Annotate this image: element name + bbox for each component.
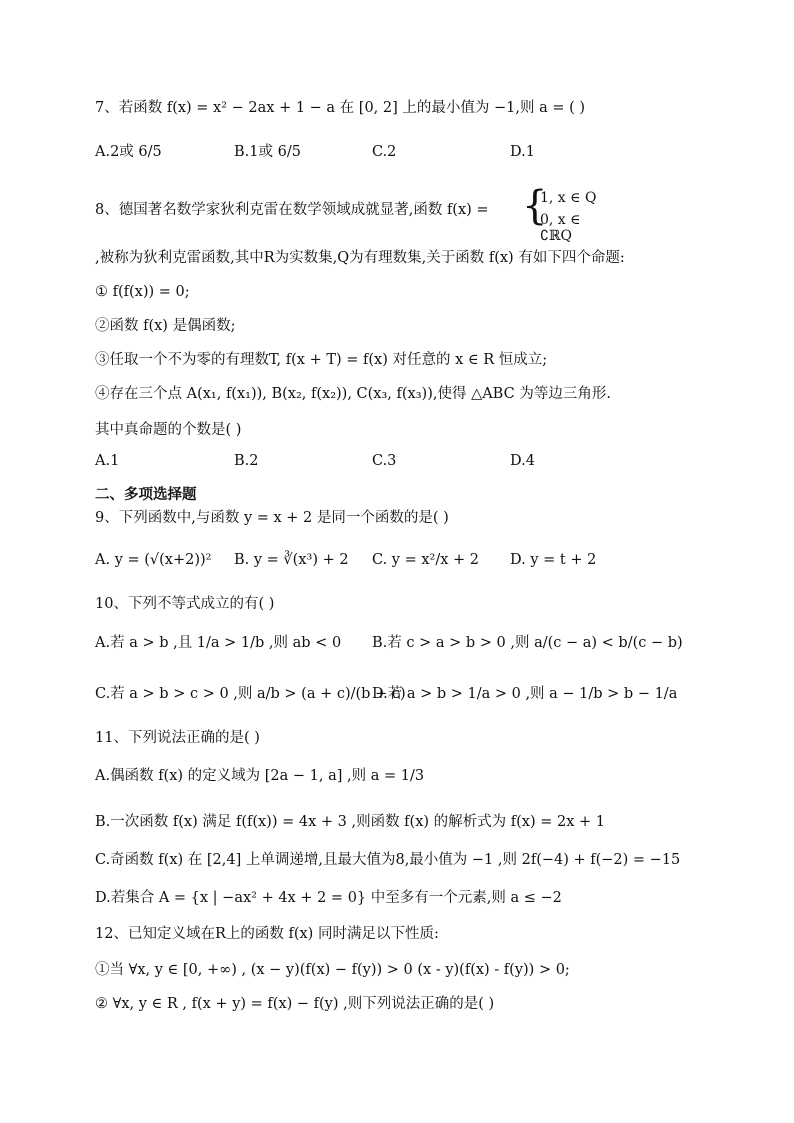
q7-stem: 7、若函数 f(x) = x² − 2ax + 1 − a 在 [0, 2] 上的最小值为 −1,则 a = ( ) xyxy=(95,100,586,116)
q9-stem: 9、下列函数中,与函数 y = x + 2 是同一个函数的是( ) xyxy=(95,510,449,526)
q12-condition-2: ② ∀x, y ∈ R , f(x + y) = f(x) − f(y) ,则下列说法正确的是( ) xyxy=(95,996,495,1012)
q8-option-d: D.4 xyxy=(510,453,535,469)
q10-stem: 10、下列不等式成立的有( ) xyxy=(95,596,275,612)
q9-option-b: B. y = ∛(x³) + 2 xyxy=(234,552,349,568)
q8-description: ,被称为狄利克雷函数,其中R为实数集,Q为有理数集,关于函数 f(x) 有如下四个命题: xyxy=(95,250,625,266)
q11-option-a: A.偶函数 f(x) 的定义域为 [2a − 1, a] ,则 a = 1/3 xyxy=(95,768,425,784)
q8-option-a: A.1 xyxy=(95,453,120,469)
q10-option-b: B.若 c > a > b > 0 ,则 a/(c − a) < b/(c − b) xyxy=(372,635,683,651)
q10-option-c: C.若 a > b > c > 0 ,则 a/b > (a + c)/(b + c) xyxy=(95,686,406,702)
section-heading: 二、多项选择题 xyxy=(95,487,197,503)
q11-option-b: B.一次函数 f(x) 满足 f(f(x)) = 4x + 3 ,则函数 f(x) 的解析式为 f(x) = 2x + 1 xyxy=(95,814,605,830)
q8-stem: 8、德国著名数学家狄利克雷在数学领域成就显著,函数 f(x) = xyxy=(95,202,489,218)
q8-proposition-2: ②函数 f(x) 是偶函数; xyxy=(95,318,236,334)
piecewise-case-2: 0, x ∈ ∁ℝQ xyxy=(540,212,581,244)
q8-proposition-1: ① f(f(x)) = 0; xyxy=(95,284,190,300)
q8-proposition-3: ③任取一个不为零的有理数T, f(x + T) = f(x) 对任意的 x ∈ R 恒成立; xyxy=(95,352,548,368)
piecewise-definition xyxy=(522,183,602,244)
q10-option-d: D.若 a > b > 1/a > 0 ,则 a − 1/b > b − 1/a xyxy=(372,686,678,702)
q9-option-c: C. y = x²/x + 2 xyxy=(372,552,480,568)
q8-option-b: B.2 xyxy=(234,453,259,469)
q7-option-d: D.1 xyxy=(510,144,535,160)
q9-option-a: A. y = (√(x+2))² xyxy=(95,552,212,568)
q7-option-c: C.2 xyxy=(372,144,397,160)
q12-condition-1: ①当 ∀x, y ∈ [0, +∞) , (x − y)(f(x) − f(y)) > 0 (x - y)(f(x) - f(y)) > 0; xyxy=(95,962,570,978)
q11-stem: 11、下列说法正确的是( ) xyxy=(95,730,260,746)
q12-stem: 12、已知定义域在R上的函数 f(x) 同时满足以下性质: xyxy=(95,926,439,942)
left-brace-icon: { xyxy=(522,183,548,229)
q11-option-c: C.奇函数 f(x) 在 [2,4] 上单调递增,且最大值为8,最小值为 −1 ,则 2f(−4) + f(−2) = −15 xyxy=(95,852,681,868)
piecewise-case-1: 1, x ∈ Q xyxy=(540,190,597,206)
q7-option-a: A.2或 6/5 xyxy=(95,144,162,160)
q8-option-c: C.3 xyxy=(372,453,397,469)
q9-option-d: D. y = t + 2 xyxy=(510,552,597,568)
q8-ask: 其中真命题的个数是( ) xyxy=(95,422,242,438)
q11-option-d: D.若集合 A = {x | −ax² + 4x + 2 = 0} 中至多有一个元素,则 a ≤ −2 xyxy=(95,890,562,906)
q8-proposition-4: ④存在三个点 A(x₁, f(x₁)), B(x₂, f(x₂)), C(x₃, f(x₃)),使得 △ABC 为等边三角形. xyxy=(95,386,611,402)
q10-option-a: A.若 a > b ,且 1/a > 1/b ,则 ab < 0 xyxy=(95,635,342,651)
q7-option-b: B.1或 6/5 xyxy=(234,144,301,160)
